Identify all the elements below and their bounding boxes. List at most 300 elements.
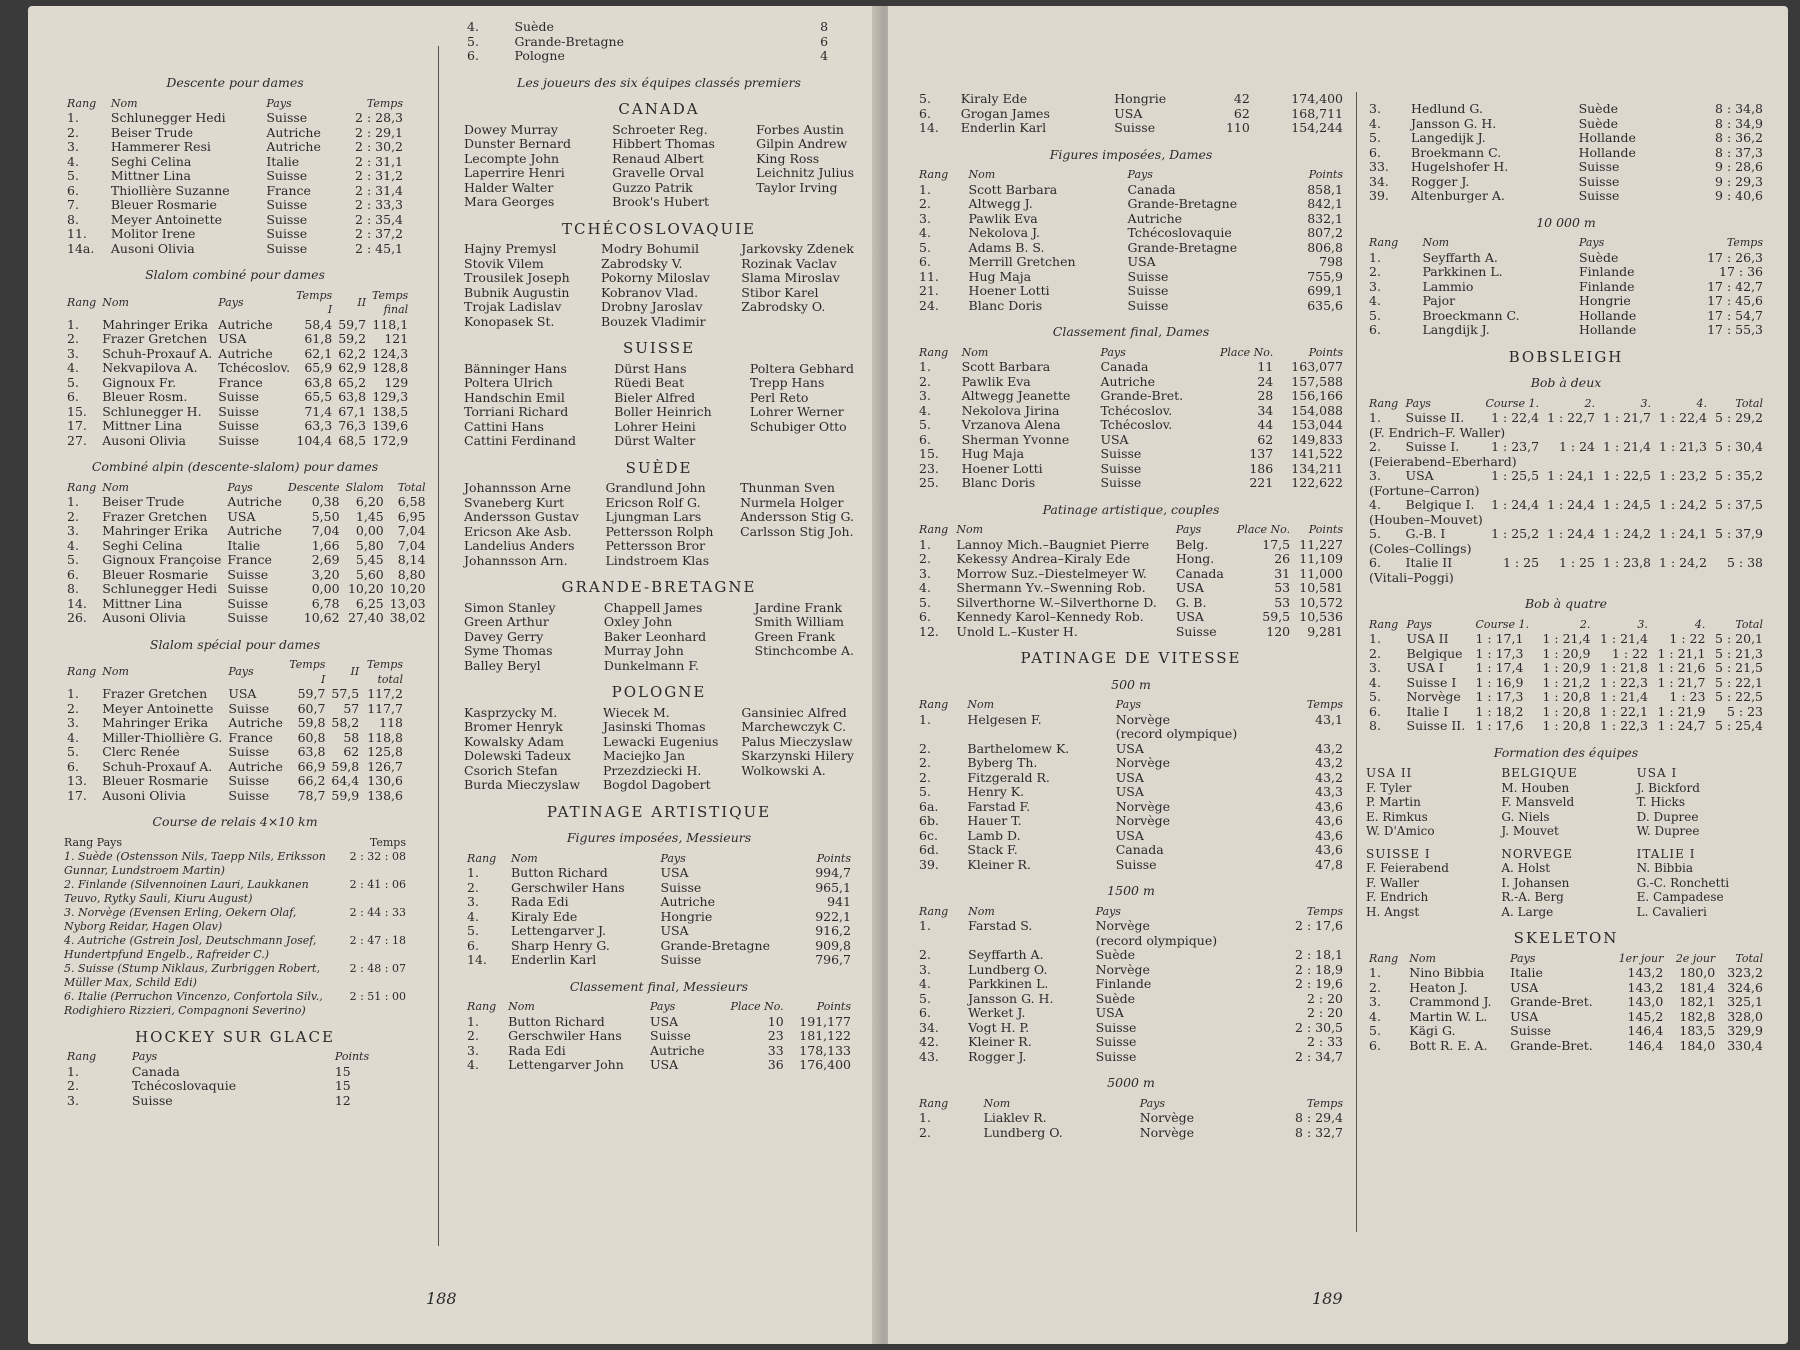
table-cell: 8 : 36,2 xyxy=(1715,130,1763,145)
table-cell: 62 xyxy=(1233,105,1250,121)
table-row xyxy=(916,299,1346,314)
table-cell: 1 : 22,5 xyxy=(1603,468,1651,483)
table-cell: Suisse xyxy=(227,581,269,596)
table-cell: 146,4 xyxy=(1627,1037,1664,1053)
column-header: Pays xyxy=(131,1050,158,1063)
table-row xyxy=(916,596,1346,611)
column-header: Rang xyxy=(919,345,949,359)
player-name: Stovik Vilem xyxy=(464,255,544,271)
formation-member: J. Mouvet xyxy=(1501,824,1559,838)
table-cell: USA xyxy=(1100,431,1129,447)
column-header: Temps xyxy=(366,96,403,110)
column-header: 3. xyxy=(1637,617,1648,631)
table-cell: Suisse xyxy=(227,595,269,611)
column-header: 2. xyxy=(1579,617,1591,631)
table-cell: 62,1 xyxy=(304,345,333,361)
table-cell: Unold L.–Kuster H. xyxy=(956,623,1078,639)
table-row xyxy=(916,727,1346,742)
table-cell: 5. xyxy=(919,594,931,610)
table-cell: 27,40 xyxy=(347,610,384,625)
crew-names: (Coles–Collings) xyxy=(1369,540,1472,556)
table-cell: Suisse II. xyxy=(1406,718,1466,733)
formation-team-name: BELGIQUE xyxy=(1501,766,1578,780)
table-cell: 124,3 xyxy=(372,345,409,361)
table-cell: Suisse xyxy=(228,773,270,788)
table-cell: USA xyxy=(660,865,689,880)
table-cell: Norvège xyxy=(1115,798,1171,814)
table-cell: Seghi Celina xyxy=(102,537,183,553)
column-header: Points xyxy=(1308,345,1343,359)
table-cell: 141,522 xyxy=(1291,446,1343,461)
column-header: Nom xyxy=(967,698,995,711)
table-row xyxy=(64,745,406,760)
table-cell: Merrill Gretchen xyxy=(968,254,1076,269)
table-cell: 5,80 xyxy=(355,537,384,553)
crew-names: (Fortune–Carron) xyxy=(1369,482,1480,498)
column-header: Rang xyxy=(1369,236,1399,249)
table-cell: Jansson G. H. xyxy=(1411,115,1497,131)
table-row xyxy=(916,107,1346,122)
table-cell: Canada xyxy=(131,1063,180,1079)
table-row xyxy=(1366,102,1766,117)
table-cell: Suisse xyxy=(266,240,308,256)
table-cell: Ausoni Olivia xyxy=(110,240,195,256)
table-cell: France xyxy=(218,374,263,390)
descente-title: Descente pour dames xyxy=(166,75,304,90)
player-name: Bromer Henryk xyxy=(464,719,563,734)
table-cell: 1 : 22,7 xyxy=(1547,410,1596,425)
table-row xyxy=(1366,323,1766,338)
player-name: Halder Walter xyxy=(464,179,554,195)
table-cell: 2. xyxy=(67,1078,79,1093)
table-cell: (record olympique) xyxy=(1115,726,1238,741)
right-column-2 xyxy=(1366,102,1766,1053)
descente-table xyxy=(64,97,406,257)
table-cell: 118,8 xyxy=(367,729,403,745)
table-cell: Hedlund G. xyxy=(1411,101,1483,116)
table-cell: Lettengarver J. xyxy=(510,923,607,938)
table-cell: 134,211 xyxy=(1291,460,1343,476)
table-cell: 3. xyxy=(919,388,931,403)
table-cell: Hong. xyxy=(1175,551,1215,566)
table-cell: 12. xyxy=(919,623,939,639)
table-cell: Belgique xyxy=(1406,645,1463,661)
table-row xyxy=(916,800,1346,815)
table-cell: 43,6 xyxy=(1315,813,1343,828)
column-header: Rang xyxy=(67,665,97,679)
team-roster xyxy=(464,601,854,674)
table-cell: 2 : 31,2 xyxy=(355,168,403,183)
table-cell: Broekmann C. xyxy=(1411,144,1502,160)
table-cell: 125,8 xyxy=(367,744,403,759)
table-cell: 154,088 xyxy=(1291,402,1343,418)
table-cell: Norvège xyxy=(1095,918,1150,933)
roster-column xyxy=(464,481,579,568)
player-name: Poltera Gebhard xyxy=(749,360,854,376)
table-cell: Suisse xyxy=(218,432,260,448)
relais-entry: 3. Norvège (Evensen Erling, Oekern Olaf, Nyborg Reidar, Hagen Olav) xyxy=(64,905,297,933)
table-cell: 1 : 21,7 xyxy=(1657,674,1706,690)
bob2-title: Bob à deux xyxy=(1530,375,1602,390)
table-cell: 11 xyxy=(1257,359,1274,374)
table-cell: Tchécoslov. xyxy=(1100,417,1173,432)
column-header: Place No. xyxy=(730,1000,784,1013)
table-cell: 10,581 xyxy=(1299,580,1343,595)
table-cell: Suède xyxy=(1578,115,1618,131)
table-cell: Suède xyxy=(1578,101,1618,116)
table-cell: Italie I xyxy=(1406,703,1449,719)
column-header: Place No. xyxy=(1236,523,1291,536)
table-cell: Frazer Gretchen xyxy=(102,686,208,701)
couples-table xyxy=(916,523,1346,639)
player-name: Davey Gerry xyxy=(464,628,544,644)
table-row xyxy=(1366,309,1766,324)
player-name: Bogdol Dagobert xyxy=(602,777,711,792)
table-cell: Silverthorne W.–Silverthorne D. xyxy=(956,594,1157,610)
v10000-table xyxy=(1366,236,1766,338)
table-cell: 5 : 20,1 xyxy=(1715,631,1763,646)
table-cell: 1,45 xyxy=(355,508,384,524)
table-cell: 1 : 21,4 xyxy=(1599,689,1648,704)
crew-names: (Feierabend–Eberhard) xyxy=(1369,453,1517,469)
table-cell: 3. xyxy=(67,139,79,154)
table-cell: Schuh-Proxauf A. xyxy=(102,758,213,774)
table-cell: Barthelomew K. xyxy=(967,740,1070,756)
table-cell: Canada xyxy=(1115,842,1164,857)
table-header-row xyxy=(464,1000,854,1015)
player-name: Pettersson Bror xyxy=(605,538,706,553)
final-messieurs-table xyxy=(464,1000,854,1073)
player-name: Johannsson Arne xyxy=(464,480,571,495)
table-header-row xyxy=(916,1097,1346,1112)
table-cell: Suisse xyxy=(266,110,308,125)
table-cell: 4. xyxy=(1369,674,1381,690)
table-cell: USA xyxy=(1175,580,1204,595)
table-cell: 60,8 xyxy=(297,729,326,745)
table-cell: 43,3 xyxy=(1315,784,1343,799)
player-name: Guzzo Patrik xyxy=(612,179,693,195)
table-row xyxy=(916,977,1346,992)
table-cell: Lammio xyxy=(1422,278,1474,294)
table-cell: Frazer Gretchen xyxy=(102,331,208,346)
table-header-row xyxy=(916,168,1346,183)
table-row xyxy=(916,462,1346,477)
table-cell: 2 : 19,6 xyxy=(1295,976,1343,991)
table-header-row xyxy=(64,1050,406,1065)
player-name: Dolewski Tadeux xyxy=(464,748,571,763)
player-name: Marchewczyk C. xyxy=(741,719,847,734)
table-cell: 59,7 xyxy=(338,316,367,332)
table-row xyxy=(464,881,854,896)
table-cell: 1 : 22,3 xyxy=(1599,674,1648,690)
table-cell: 1 : 25 xyxy=(1558,555,1596,570)
table-cell: Suisse xyxy=(228,700,270,716)
table-header-row xyxy=(1366,397,1766,412)
table-cell: Suisse xyxy=(218,403,260,419)
table-row xyxy=(916,625,1346,640)
table-cell: 129 xyxy=(384,374,409,390)
player-name: Schubiger Otto xyxy=(749,418,847,434)
table-cell: Norvège xyxy=(1406,689,1461,704)
table-cell: Grogan James xyxy=(960,105,1050,121)
player-name: Andersson Stig G. xyxy=(740,509,854,524)
table-cell: 126,7 xyxy=(367,758,403,774)
table-cell: 1 : 22 xyxy=(1611,645,1648,661)
table-cell: Suisse xyxy=(227,610,269,625)
table-cell: Kennedy Karol–Kennedy Rob. xyxy=(956,609,1144,624)
table-cell: 5 : 22,5 xyxy=(1715,689,1763,704)
column-header: Nom xyxy=(102,480,129,494)
table-cell: 191,177 xyxy=(799,1013,851,1029)
table-cell: Ausoni Olivia xyxy=(102,610,187,625)
table-cell: Seyffarth A. xyxy=(968,947,1044,962)
table-cell: Mahringer Erika xyxy=(102,316,209,332)
table-cell: Schlunegger Hedi xyxy=(102,581,217,596)
table-row xyxy=(1366,440,1766,455)
table-cell: USA xyxy=(650,1013,679,1029)
table-cell: 5. xyxy=(1369,1023,1381,1038)
formation-team xyxy=(1501,847,1630,920)
team-rosters xyxy=(464,102,854,793)
table-row xyxy=(1366,966,1766,981)
table-row xyxy=(1366,411,1766,426)
table-cell: 143,2 xyxy=(1627,979,1664,995)
table-cell: 3. xyxy=(67,345,79,361)
table-cell: Martin W. L. xyxy=(1409,1008,1488,1024)
player-name: Lohrer Heini xyxy=(614,418,696,434)
table-row xyxy=(64,582,429,597)
column-header: 4. xyxy=(1694,617,1706,631)
table-cell: 5 : 37,5 xyxy=(1715,497,1763,512)
table-row xyxy=(916,713,1346,728)
table-cell: 4. xyxy=(1369,1008,1381,1024)
table-cell: Seghi Celina xyxy=(110,153,192,169)
table-cell: Crammond J. xyxy=(1409,994,1492,1009)
table-row xyxy=(916,255,1346,270)
table-row xyxy=(916,1006,1346,1021)
column-header: 2e jour xyxy=(1675,951,1716,965)
column-header: Nom xyxy=(961,345,989,359)
table-cell: 1 : 17,3 xyxy=(1475,645,1524,661)
player-name: Palus Mieczyslaw xyxy=(741,733,853,749)
table-cell: 26. xyxy=(67,610,87,625)
table-cell: 6. xyxy=(67,758,79,774)
table-row xyxy=(916,552,1346,567)
table-cell: Norvège xyxy=(1139,1124,1194,1140)
table-header-row xyxy=(1366,952,1766,967)
player-name: Nurmela Holger xyxy=(740,494,844,510)
table-cell: 120 xyxy=(1266,623,1291,639)
table-cell: 42. xyxy=(919,1034,939,1049)
table-cell: 6. xyxy=(919,609,931,624)
table-cell xyxy=(1271,934,1346,949)
table-cell: 3. xyxy=(919,961,931,977)
player-name: Konopasek St. xyxy=(464,313,555,329)
table-cell: 43,2 xyxy=(1315,740,1343,756)
table-cell: 58 xyxy=(343,729,360,745)
table-cell: Adams B. S. xyxy=(968,239,1045,255)
table-cell: 10 xyxy=(767,1013,784,1029)
table-row xyxy=(464,1044,854,1059)
table-row xyxy=(916,476,1346,491)
player-name: Pokorny Miloslav xyxy=(601,270,710,285)
table-cell: Belg. xyxy=(1175,536,1209,552)
table-cell: USA xyxy=(1115,740,1144,756)
table-cell: USA xyxy=(1114,105,1143,121)
table-cell: 2 : 17,6 xyxy=(1295,918,1343,933)
formation-member: F. Endrich xyxy=(1366,890,1429,904)
table-cell: 4. xyxy=(919,402,931,418)
player-name: Bänninger Hans xyxy=(464,360,567,376)
player-name: Forbes Austin xyxy=(756,121,844,137)
table-cell: 76,3 xyxy=(338,418,367,433)
table-row xyxy=(916,183,1346,198)
roster-column xyxy=(604,601,706,674)
formation-team-name: USA I xyxy=(1636,766,1678,780)
column-header: Course 1. xyxy=(1475,617,1529,631)
table-cell: USA I xyxy=(1406,660,1444,675)
table-row xyxy=(916,433,1346,448)
table-cell: Suisse I xyxy=(1406,674,1457,690)
table-cell: Vogt H. P. xyxy=(968,1019,1030,1035)
table-cell: Beiser Trude xyxy=(102,494,185,509)
table-cell: USA xyxy=(228,686,257,701)
column-header: Rang xyxy=(919,168,949,181)
crew-row xyxy=(1366,484,1766,499)
table-cell: 7,04 xyxy=(397,537,426,553)
table-cell: Fitzgerald R. xyxy=(967,769,1050,785)
column-header: Temps I xyxy=(289,658,326,686)
table-row xyxy=(1366,469,1766,484)
table-cell: 11. xyxy=(919,268,939,284)
formation-member: N. Bibbia xyxy=(1636,861,1694,875)
player-name: Dürst Hans xyxy=(614,360,687,376)
table-cell: 180,0 xyxy=(1679,965,1716,980)
final-messieurs-title: Classement final, Messieurs xyxy=(569,978,749,994)
table-cell: 1 : 21,6 xyxy=(1657,660,1706,675)
player-name: Gilpin Andrew xyxy=(756,136,848,151)
roster-column xyxy=(755,601,854,674)
column-divider xyxy=(438,46,439,1246)
table-cell: 157,588 xyxy=(1291,373,1343,389)
player-name: Cattini Ferdinand xyxy=(464,433,576,448)
column-header: Nom xyxy=(508,1000,535,1013)
table-cell: Norvège xyxy=(1115,755,1171,770)
table-cell: 2 : 31,1 xyxy=(355,153,403,169)
table-cell: 186 xyxy=(1249,460,1274,476)
table-cell: Scott Barbara xyxy=(968,181,1058,197)
formation-member: F. Waller xyxy=(1366,875,1420,890)
table-cell: 1. xyxy=(67,494,79,509)
left-page xyxy=(28,6,880,1344)
table-cell: 6. xyxy=(67,566,79,582)
table-cell: 4. xyxy=(67,537,79,553)
patinage-title: PATINAGE ARTISTIQUE xyxy=(546,802,772,821)
table-cell: 5 : 29,2 xyxy=(1715,410,1763,425)
table-cell: 43. xyxy=(919,1048,939,1064)
crew-names: (F. Endrich–F. Waller) xyxy=(1369,424,1506,440)
table-cell: 2. xyxy=(919,769,931,785)
crew-row xyxy=(1366,455,1766,470)
table-cell: 4. xyxy=(467,908,479,924)
column-header: Slalom xyxy=(345,480,384,494)
table-cell: 1 : 21,4 xyxy=(1599,631,1648,646)
table-row xyxy=(916,241,1346,256)
table-row xyxy=(916,919,1346,934)
table-cell: Lundberg O. xyxy=(983,1124,1063,1140)
table-cell xyxy=(916,934,965,949)
table-cell: 58,2 xyxy=(331,715,360,730)
table-row xyxy=(916,814,1346,829)
table-row xyxy=(64,568,429,583)
table-header-row xyxy=(916,698,1346,713)
table-cell: USA xyxy=(1095,1005,1124,1020)
table-cell: 5. xyxy=(919,784,931,799)
table-cell: Ausoni Olivia xyxy=(102,432,187,448)
player-name: Burda Mieczyslaw xyxy=(464,777,581,792)
table-row xyxy=(916,771,1346,786)
team-name: CANADA xyxy=(618,100,700,118)
table-cell: 4. xyxy=(1369,293,1381,308)
table-cell: 1,66 xyxy=(311,537,340,553)
table-cell: 1 : 22,4 xyxy=(1491,410,1540,425)
column-header: Descente xyxy=(287,480,340,494)
formation-member: E. Campadese xyxy=(1636,890,1724,904)
table-row xyxy=(916,567,1346,582)
table-cell: Suisse xyxy=(1115,856,1157,872)
table-cell: 328,0 xyxy=(1727,1008,1763,1024)
table-cell: 8,80 xyxy=(397,566,426,582)
figures-messieurs-table xyxy=(464,852,854,968)
table-cell: 2 : 30,5 xyxy=(1295,1019,1343,1035)
column-header: Pays xyxy=(650,1000,676,1013)
table-row xyxy=(1366,160,1766,175)
formation-member: P. Martin xyxy=(1366,795,1421,809)
table-cell: 8. xyxy=(67,581,79,596)
table-cell: 3. xyxy=(1369,278,1381,294)
table-cell: Grande-Bretagne xyxy=(1127,196,1238,211)
player-name: Lindstroem Klas xyxy=(605,552,710,568)
table-cell: Autriche xyxy=(218,316,273,332)
column-header: Nom xyxy=(102,665,129,679)
table-cell: Altwegg J. xyxy=(968,196,1033,211)
table-cell: 31 xyxy=(1274,565,1291,581)
column-header: Rang xyxy=(67,295,97,309)
table-cell: Canada xyxy=(1127,181,1176,197)
table-cell: Mahringer Erika xyxy=(102,715,209,730)
table-cell: Suède xyxy=(514,19,554,34)
column-header: Rang xyxy=(467,1000,497,1013)
player-name: Balley Beryl xyxy=(464,657,541,673)
table-cell: 9 : 29,3 xyxy=(1715,173,1763,189)
table-cell: Nino Bibbia xyxy=(1409,965,1485,980)
table-row xyxy=(64,198,406,213)
table-cell: Clerc Renée xyxy=(102,744,180,759)
table-row xyxy=(464,910,854,925)
crew-names: (Vitali–Poggi) xyxy=(1369,569,1454,585)
player-name: Murray John xyxy=(603,643,684,658)
player-name: Dunkelmann F. xyxy=(603,657,700,673)
table-cell: 4. xyxy=(467,19,479,34)
table-row xyxy=(464,35,854,50)
table-cell: 15 xyxy=(334,1063,351,1079)
table-cell: USA xyxy=(1510,1008,1539,1024)
table-cell: 6. xyxy=(467,48,479,63)
table-cell: 15. xyxy=(919,446,939,461)
player-name: Boller Heinrich xyxy=(614,404,712,419)
table-row xyxy=(1366,661,1766,676)
table-cell: 6,20 xyxy=(355,494,384,509)
